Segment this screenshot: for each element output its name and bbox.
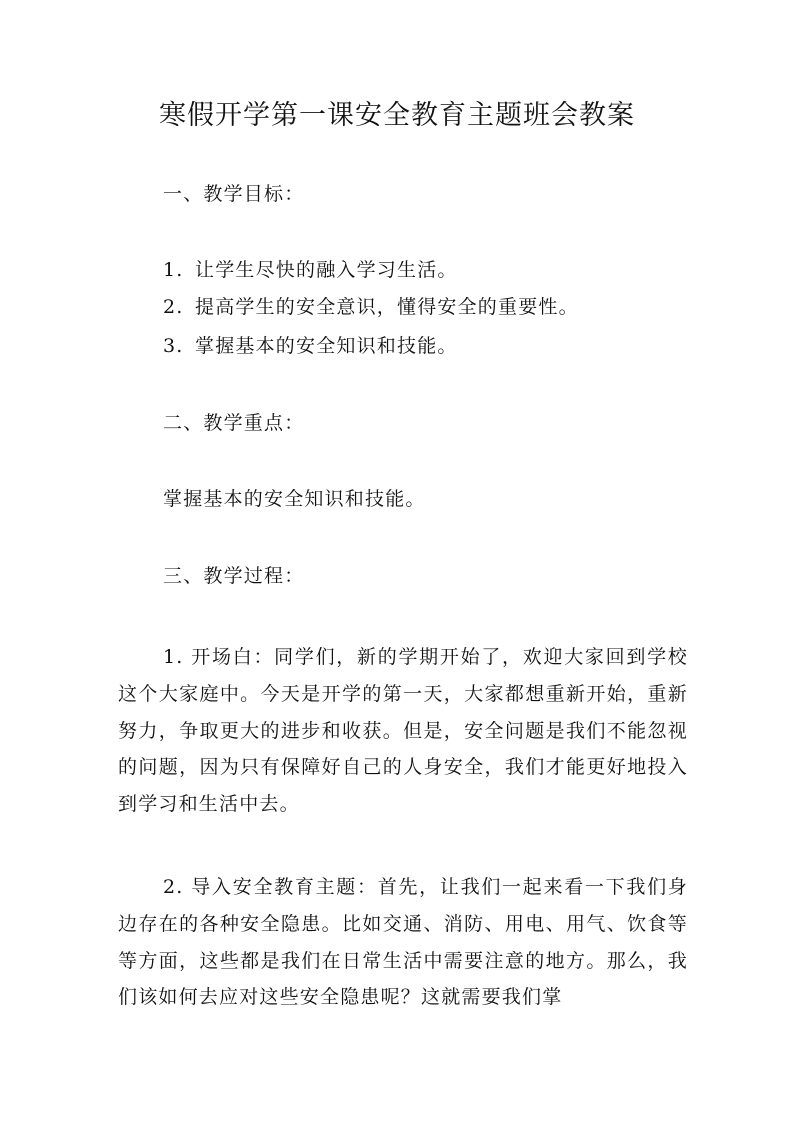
list-item-text: 让学生尽快的融入学习生活。 bbox=[195, 259, 458, 281]
list-item bbox=[163, 293, 579, 321]
list-item bbox=[163, 332, 458, 360]
list-item-number: 3. bbox=[163, 335, 184, 357]
list-item bbox=[163, 256, 458, 284]
list-item-number: 2. bbox=[163, 296, 184, 318]
list-item-number: 1. bbox=[163, 259, 184, 281]
section-heading-process: 三、教学过程： bbox=[163, 565, 305, 587]
section-heading-keypoints: 二、教学重点： bbox=[163, 412, 305, 434]
list-item-text: 提高学生的安全意识，懂得安全的重要性。 bbox=[195, 296, 579, 318]
section-heading-goals: 一、教学目标： bbox=[163, 183, 305, 205]
process-paragraph-2: 2. 导入安全教育主题：首先，让我们一起来看一下我们身边存在的各种安全隐患。比如交通、消防、用电、用气、饮食等等方面，这些都是我们在日常生活中需要注意的地方。那么，我们该如何去应对这些安全隐患呢？这就需要我们掌 bbox=[118, 876, 688, 1009]
keypoints-body: 掌握基本的安全知识和技能。 bbox=[163, 488, 426, 510]
document-title: 寒假开学第一课安全教育主题班会教案 bbox=[159, 100, 635, 131]
list-item-text: 掌握基本的安全知识和技能。 bbox=[195, 335, 458, 357]
process-paragraph-1: 1. 开场白：同学们，新的学期开始了，欢迎大家回到学校这个大家庭中。今天是开学的第一天，大家都想重新开始，重新努力，争取更大的进步和收获。但是，安全问题是我们不能忽视的问题，因为只有保障好自己的人身安全，我们才能更好地投入到学习和生活中去。 bbox=[118, 646, 688, 816]
